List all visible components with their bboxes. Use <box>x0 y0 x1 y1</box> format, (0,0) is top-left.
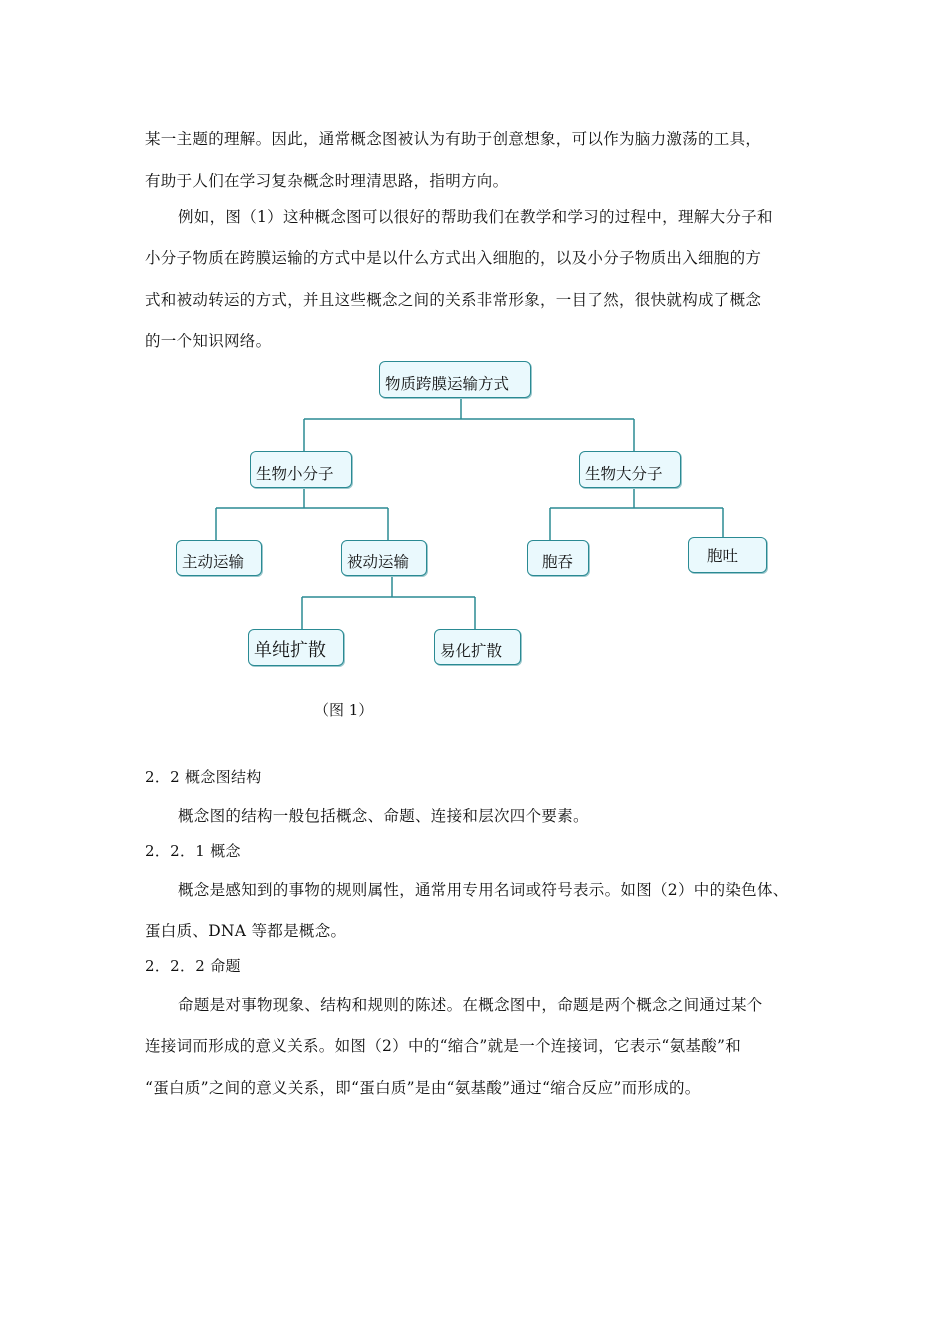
paragraph-line: 概念图的结构一般包括概念、命题、连接和层次四个要素。 <box>178 807 589 825</box>
node-simple-diffusion: 单纯扩散 <box>248 629 344 666</box>
node-endocytosis: 胞吞 <box>527 540 589 576</box>
section-heading: 2．2．2 命题 <box>145 957 241 975</box>
paragraph-line: 小分子物质在跨膜运输的方式中是以什么方式出入细胞的，以及小分子物质出入细胞的方 <box>145 249 762 267</box>
paragraph-line: 式和被动转运的方式，并且这些概念之间的关系非常形象，一目了然，很快就构成了概念 <box>145 291 762 309</box>
node-small-molecule: 生物小分子 <box>250 451 352 488</box>
paragraph-line: 命题是对事物现象、结构和规则的陈述。在概念图中，命题是两个概念之间通过某个 <box>178 996 763 1014</box>
paragraph-line: 的一个知识网络。 <box>145 332 272 350</box>
node-exocytosis: 胞吐 <box>688 537 767 573</box>
node-active-transport: 主动运输 <box>176 540 262 576</box>
node-large-molecule: 生物大分子 <box>579 451 681 488</box>
section-heading: 2．2 概念图结构 <box>145 768 262 786</box>
section-heading: 2．2．1 概念 <box>145 842 241 860</box>
node-root: 物质跨膜运输方式 <box>379 361 531 398</box>
paragraph-line: 概念是感知到的事物的规则属性，通常用专用名词或符号表示。如图（2）中的染色体、 <box>178 881 789 899</box>
node-passive-transport: 被动运输 <box>341 540 427 576</box>
figure-caption: （图 1） <box>314 701 374 719</box>
paragraph-line: 连接词而形成的意义关系。如图（2）中的“缩合”就是一个连接词，它表示“氨基酸”和 <box>145 1037 742 1055</box>
paragraph-line: 例如，图（1）这种概念图可以很好的帮助我们在教学和学习的过程中，理解大分子和 <box>178 208 773 226</box>
paragraph-line: 某一主题的理解。因此，通常概念图被认为有助于创意想象，可以作为脑力激荡的工具， <box>145 130 762 148</box>
paragraph-line: “蛋白质”之间的意义关系，即“蛋白质”是由“氨基酸”通过“缩合反应”而形成的。 <box>145 1079 701 1097</box>
paragraph-line: 蛋白质、DNA 等都是概念。 <box>145 922 347 940</box>
paragraph-line: 有助于人们在学习复杂概念时理清思路，指明方向。 <box>145 172 509 190</box>
node-facilitated-diffusion: 易化扩散 <box>434 629 521 665</box>
